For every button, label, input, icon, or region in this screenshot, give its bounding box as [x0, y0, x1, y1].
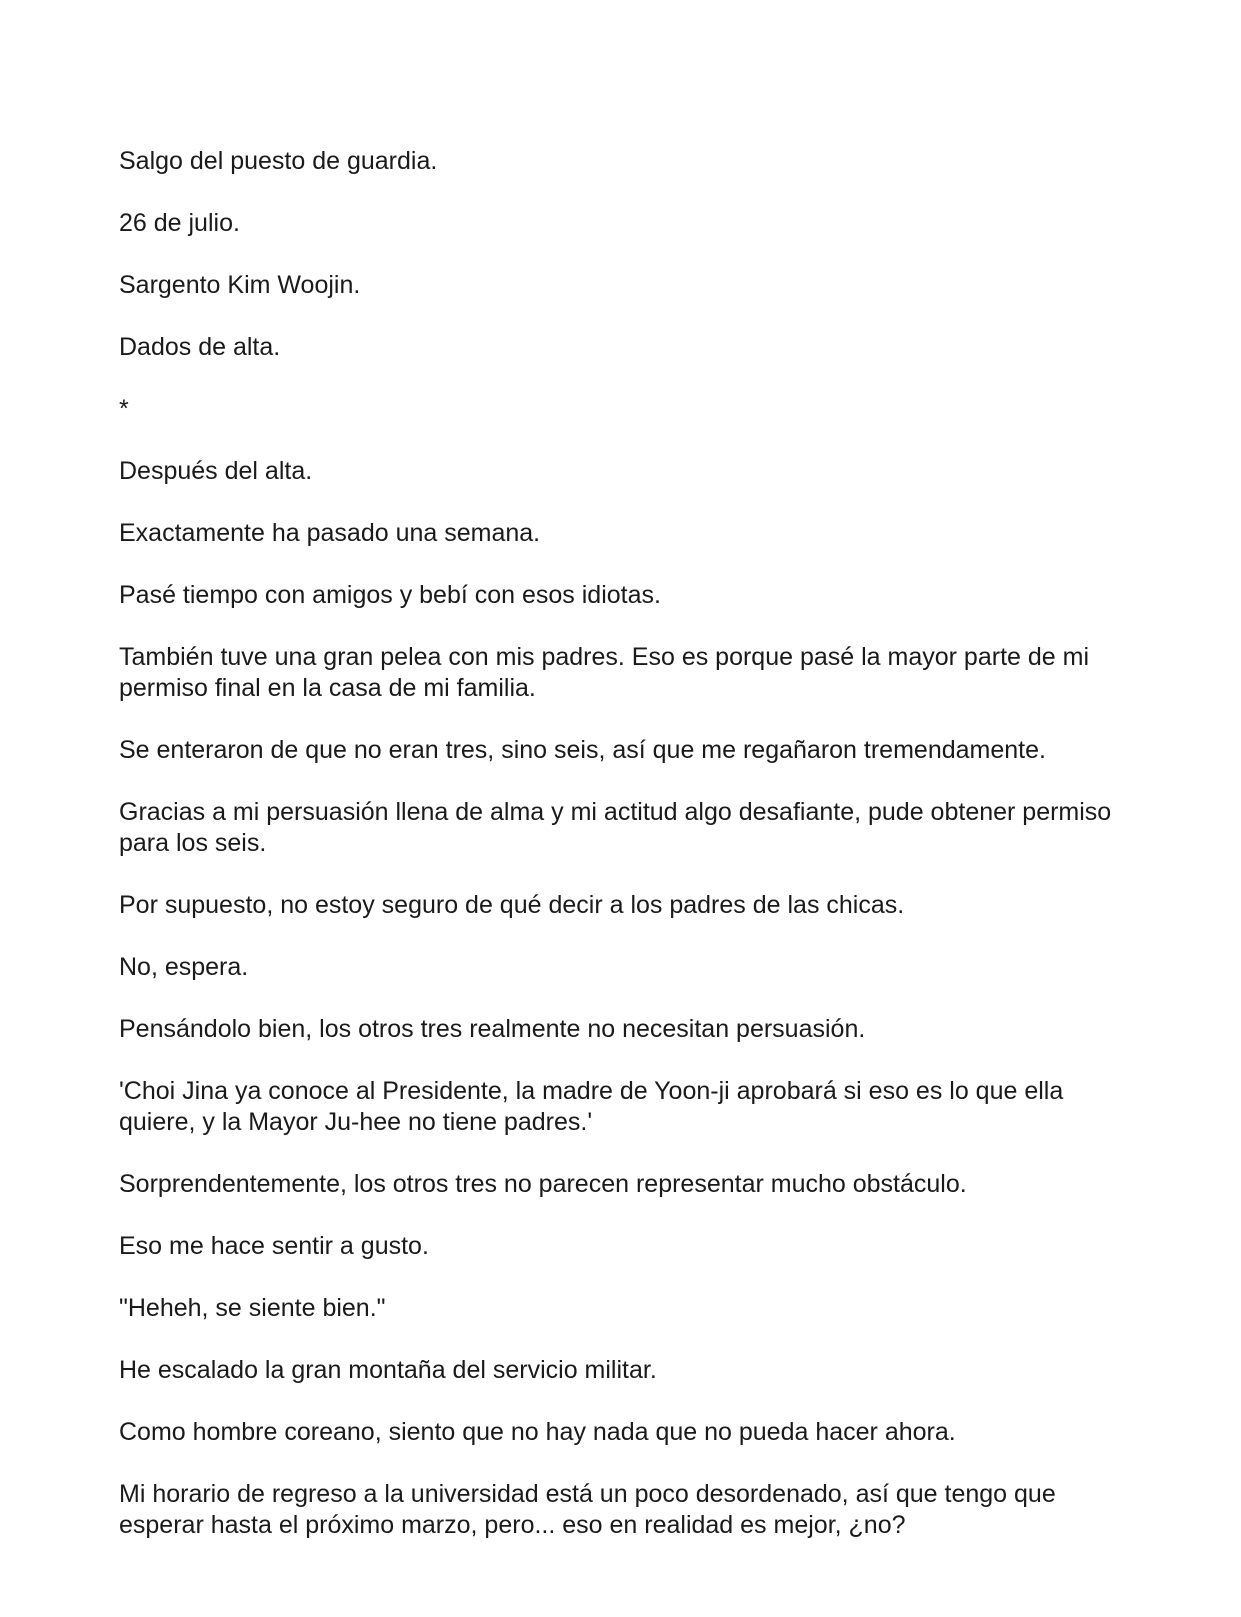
paragraph: Dados de alta.: [119, 333, 281, 361]
paragraph: Pensándolo bien, los otros tres realmente no necesitan persuasión.: [119, 1015, 866, 1043]
paragraph: Eso me hace sentir a gusto.: [119, 1232, 429, 1260]
paragraph: Se enteraron de que no eran tres, sino seis, así que me regañaron tremendamente.: [119, 736, 1046, 764]
paragraph: He escalado la gran montaña del servicio militar.: [119, 1356, 657, 1384]
section-separator: *: [119, 395, 129, 423]
paragraph: Exactamente ha pasado una semana.: [119, 519, 541, 547]
paragraph: "Heheh, se siente bien.": [119, 1294, 386, 1322]
paragraph: Gracias a mi persuasión llena de alma y mi actitud algo desafiante, pude obtener permiso para los seis.: [119, 798, 1112, 857]
paragraph: Sargento Kim Woojin.: [119, 271, 361, 299]
paragraph: Por supuesto, no estoy seguro de qué decir a los padres de las chicas.: [119, 891, 905, 919]
paragraph: 26 de julio.: [119, 209, 240, 237]
paragraph: Después del alta.: [119, 457, 313, 485]
paragraph: Como hombre coreano, siento que no hay nada que no pueda hacer ahora.: [119, 1418, 956, 1446]
paragraph: También tuve una gran pelea con mis padres. Eso es porque pasé la mayor parte de mi permiso final en la casa de mi familia.: [119, 643, 1089, 702]
paragraph: Sorprendentemente, los otros tres no parecen representar mucho obstáculo.: [119, 1170, 967, 1198]
paragraph: Salgo del puesto de guardia.: [119, 147, 438, 175]
paragraph: No, espera.: [119, 953, 249, 981]
document-body: [119, 146, 1119, 1572]
paragraph: 'Choi Jina ya conoce al Presidente, la madre de Yoon-ji aprobará si eso es lo que ella quiere, y la Mayor Ju-hee no tiene padres.': [119, 1077, 1064, 1136]
paragraph: Pasé tiempo con amigos y bebí con esos idiotas.: [119, 581, 661, 609]
paragraph: Mi horario de regreso a la universidad está un poco desordenado, así que tengo que esperar hasta el próximo marzo, pero... eso en realidad es mejor, ¿no?: [119, 1480, 1056, 1539]
